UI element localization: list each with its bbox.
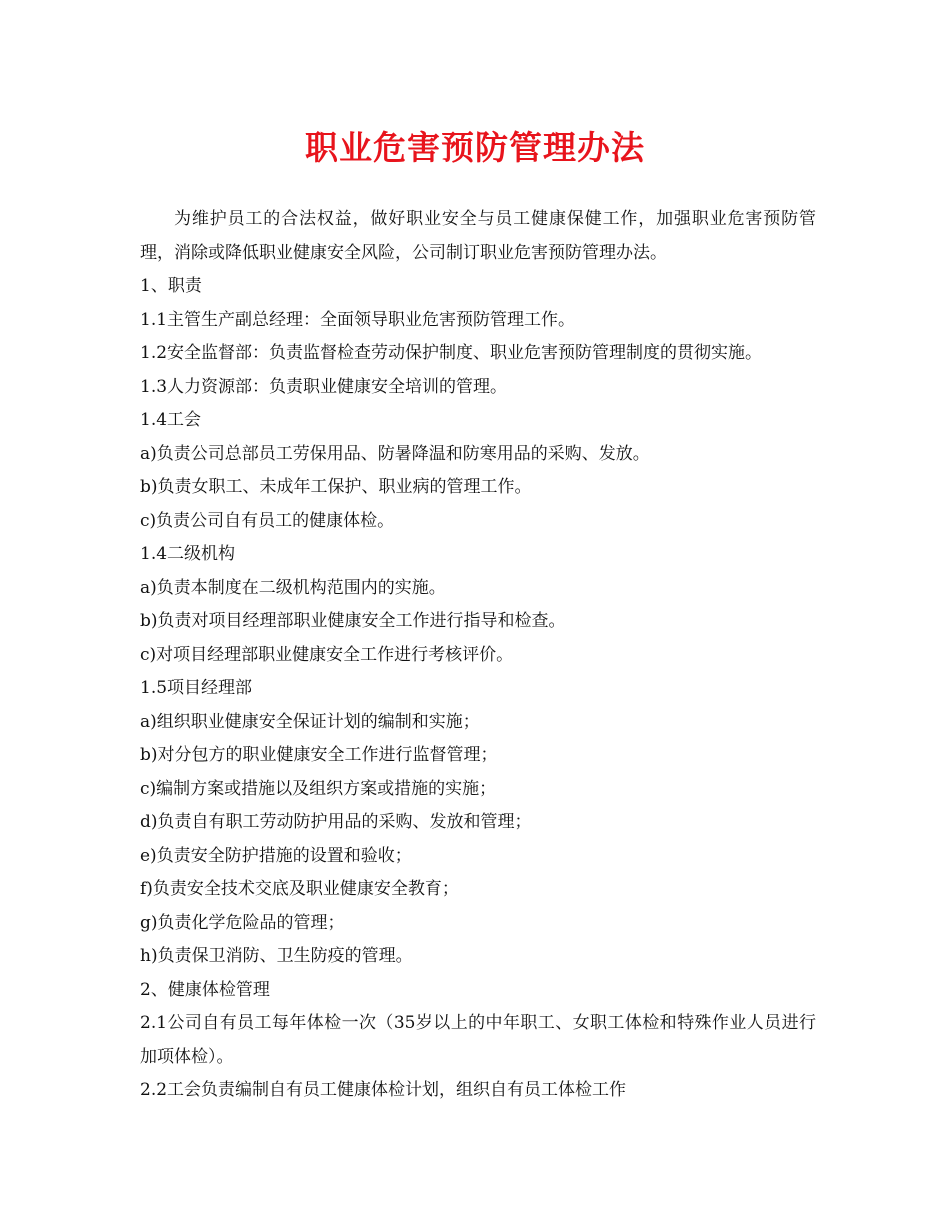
document-paragraph: 2.2工会负责编制自有员工健康体检计划，组织自有员工体检工作 xyxy=(140,1080,627,1100)
document-paragraph: a)负责公司总部员工劳保用品、防暑降温和防寒用品的采购、发放。 xyxy=(140,443,650,464)
document-paragraph: d)负责自有职工劳动防护用品的采购、发放和管理； xyxy=(140,812,532,832)
document-paragraph: a)负责本制度在二级机构范围内的实施。 xyxy=(140,577,446,598)
document-paragraph: 1、职责 xyxy=(140,276,202,296)
document-paragraph: 1.4二级机构 xyxy=(140,544,236,564)
document-paragraph: b)对分包方的职业健康安全工作进行监督管理； xyxy=(140,745,498,765)
document-paragraph: c)对项目经理部职业健康安全工作进行考核评价。 xyxy=(140,644,514,665)
document-title: 职业危害预防管理办法 xyxy=(305,128,645,167)
document-paragraph: e)负责安全防护措施的设置和验收； xyxy=(140,845,412,866)
document-paragraph: f)负责安全技术交底及职业健康安全教育； xyxy=(140,879,459,899)
document-paragraph: c)编制方案或措施以及组织方案或措施的实施； xyxy=(140,778,497,799)
document-paragraph: b)负责对项目经理部职业健康安全工作进行指导和检查。 xyxy=(140,611,566,631)
document-paragraph: h)负责保卫消防、卫生防疫的管理。 xyxy=(140,946,413,966)
document-body xyxy=(140,203,816,1108)
document-paragraph: 1.1主管生产副总经理：全面领导职业危害预防管理工作。 xyxy=(140,309,576,330)
document-paragraph: 为维护员工的合法权益，做好职业安全与员工健康保健工作，加强职业危害预防管理，消除或降低职业健康安全风险，公司制订职业危害预防管理办法。 xyxy=(140,209,816,263)
document-paragraph: 2.1公司自有员工每年体检一次（35岁以上的中年职工、女职工体检和特殊作业人员进行加项体检）。 xyxy=(140,1013,816,1067)
document-paragraph: 2、健康体检管理 xyxy=(140,979,270,1000)
document-paragraph: 1.5项目经理部 xyxy=(140,678,253,698)
document-paragraph: c)负责公司自有员工的健康体检。 xyxy=(140,510,395,531)
document-paragraph: 1.3人力资源部：负责职业健康安全培训的管理。 xyxy=(140,376,508,397)
document-paragraph: b)负责女职工、未成年工保护、职业病的管理工作。 xyxy=(140,477,532,497)
document-paragraph: 1.4工会 xyxy=(140,410,202,430)
document-paragraph: a)组织职业健康安全保证计划的编制和实施； xyxy=(140,711,480,732)
document-paragraph: 1.2安全监督部：负责监督检查劳动保护制度、职业危害预防管理制度的贯彻实施。 xyxy=(140,343,763,363)
document-paragraph: g)负责化学危险品的管理； xyxy=(140,912,345,933)
